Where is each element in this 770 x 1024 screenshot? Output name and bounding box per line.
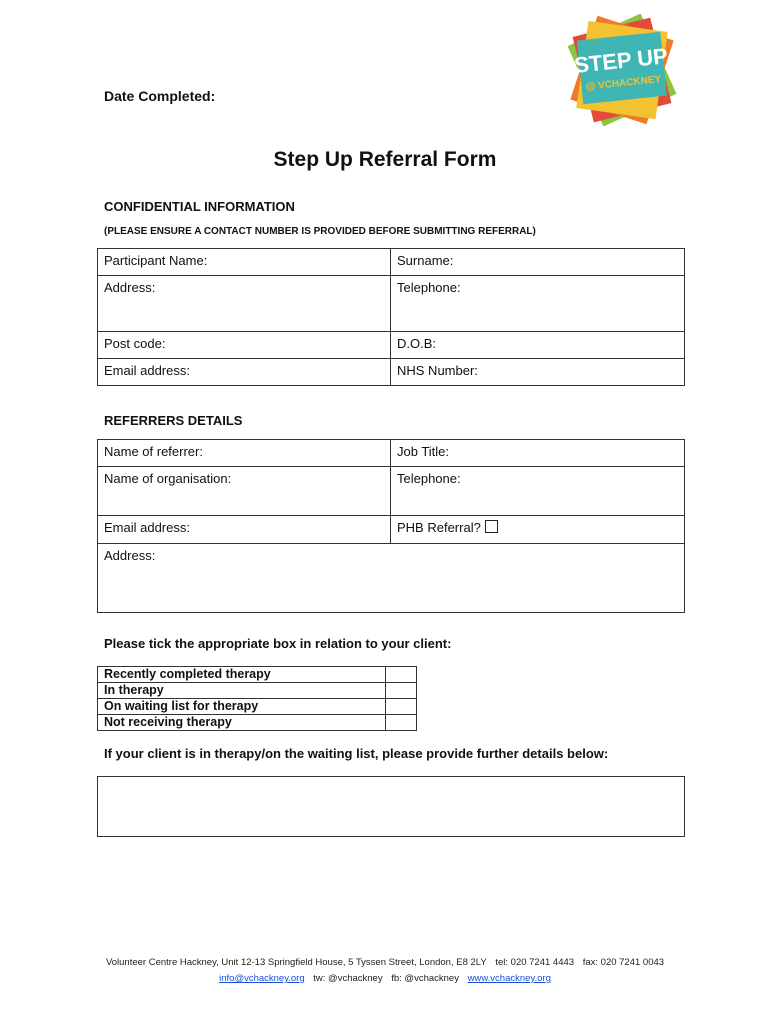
referrer-email-label: Email address: xyxy=(104,520,190,535)
footer-website-link[interactable]: www.vchackney.org xyxy=(467,973,551,984)
referrer-table xyxy=(97,439,685,613)
nhs-number-field[interactable] xyxy=(391,359,685,386)
email-field[interactable] xyxy=(98,359,391,386)
surname-field[interactable] xyxy=(391,249,685,276)
participant-name-field[interactable] xyxy=(98,249,391,276)
therapy-option-label: In therapy xyxy=(98,683,386,699)
nhs-number-label: NHS Number: xyxy=(397,363,478,378)
logo-line2: @ VCHACKNEY xyxy=(585,73,662,93)
footer-twitter: tw: @vchackney xyxy=(313,973,383,984)
footer-facebook: fb: @vchackney xyxy=(391,973,459,984)
confidential-heading: CONFIDENTIAL INFORMATION xyxy=(104,199,295,214)
referrer-telephone-label: Telephone: xyxy=(397,471,461,486)
referrer-address-label: Address: xyxy=(104,548,156,563)
therapy-option-label: Not receiving therapy xyxy=(98,715,386,731)
post-code-label: Post code: xyxy=(104,336,166,351)
therapy-status-table xyxy=(97,666,417,731)
referrer-address-field[interactable] xyxy=(98,544,685,613)
telephone-field[interactable] xyxy=(391,276,685,332)
therapy-option-label: Recently completed therapy xyxy=(98,667,386,683)
tick-box-heading: Please tick the appropriate box in relation to your client: xyxy=(104,636,452,651)
surname-label: Surname: xyxy=(397,253,454,268)
contact-number-note: (PLEASE ENSURE A CONTACT NUMBER IS PROVIDED BEFORE SUBMITTING REFERRAL) xyxy=(104,226,536,237)
organisation-field[interactable] xyxy=(98,467,391,516)
waiting-list-checkbox[interactable] xyxy=(386,699,417,715)
footer-tel: tel: 020 7241 4443 xyxy=(495,957,575,968)
referrer-name-field[interactable] xyxy=(98,440,391,467)
page-title: Step Up Referral Form xyxy=(273,148,497,171)
footer-email-link[interactable]: info@vchackney.org xyxy=(219,973,305,984)
job-title-field[interactable] xyxy=(391,440,685,467)
address-label: Address: xyxy=(104,280,156,295)
email-label: Email address: xyxy=(104,363,190,378)
phb-referral-checkbox[interactable] xyxy=(485,520,498,533)
referrer-email-field[interactable] xyxy=(98,516,391,544)
footer-contact-line xyxy=(0,957,770,968)
dob-label: D.O.B: xyxy=(397,336,437,351)
dob-field[interactable] xyxy=(391,332,685,359)
footer-fax: fax: 020 7241 0043 xyxy=(582,957,665,968)
therapy-option-label: On waiting list for therapy xyxy=(98,699,386,715)
job-title-label: Job Title: xyxy=(397,444,450,459)
address-field[interactable] xyxy=(98,276,391,332)
referrer-telephone-field[interactable] xyxy=(391,467,685,516)
footer-links-line xyxy=(0,973,770,984)
phb-referral-field xyxy=(391,516,685,544)
referrer-name-label: Name of referrer: xyxy=(104,444,203,459)
participant-table xyxy=(97,248,685,386)
participant-name-label: Participant Name: xyxy=(104,253,208,268)
in-therapy-checkbox[interactable] xyxy=(386,683,417,699)
telephone-label: Telephone: xyxy=(397,280,461,295)
organisation-label: Name of organisation: xyxy=(104,471,232,486)
referrers-heading: REFERRERS DETAILS xyxy=(104,413,243,428)
phb-referral-label: PHB Referral? xyxy=(397,520,481,535)
logo-line1: STEP UP xyxy=(573,43,669,78)
further-details-heading: If your client is in therapy/on the waiting list, please provide further details below: xyxy=(104,746,609,761)
date-completed-label: Date Completed: xyxy=(104,88,216,104)
recently-completed-checkbox[interactable] xyxy=(386,667,417,683)
further-details-field[interactable] xyxy=(97,776,685,837)
not-receiving-checkbox[interactable] xyxy=(386,715,417,731)
step-up-logo xyxy=(566,14,678,126)
post-code-field[interactable] xyxy=(98,332,391,359)
footer-address: Volunteer Centre Hackney, Unit 12-13 Springfield House, 5 Tyssen Street, London, E8 2LY xyxy=(105,957,487,968)
